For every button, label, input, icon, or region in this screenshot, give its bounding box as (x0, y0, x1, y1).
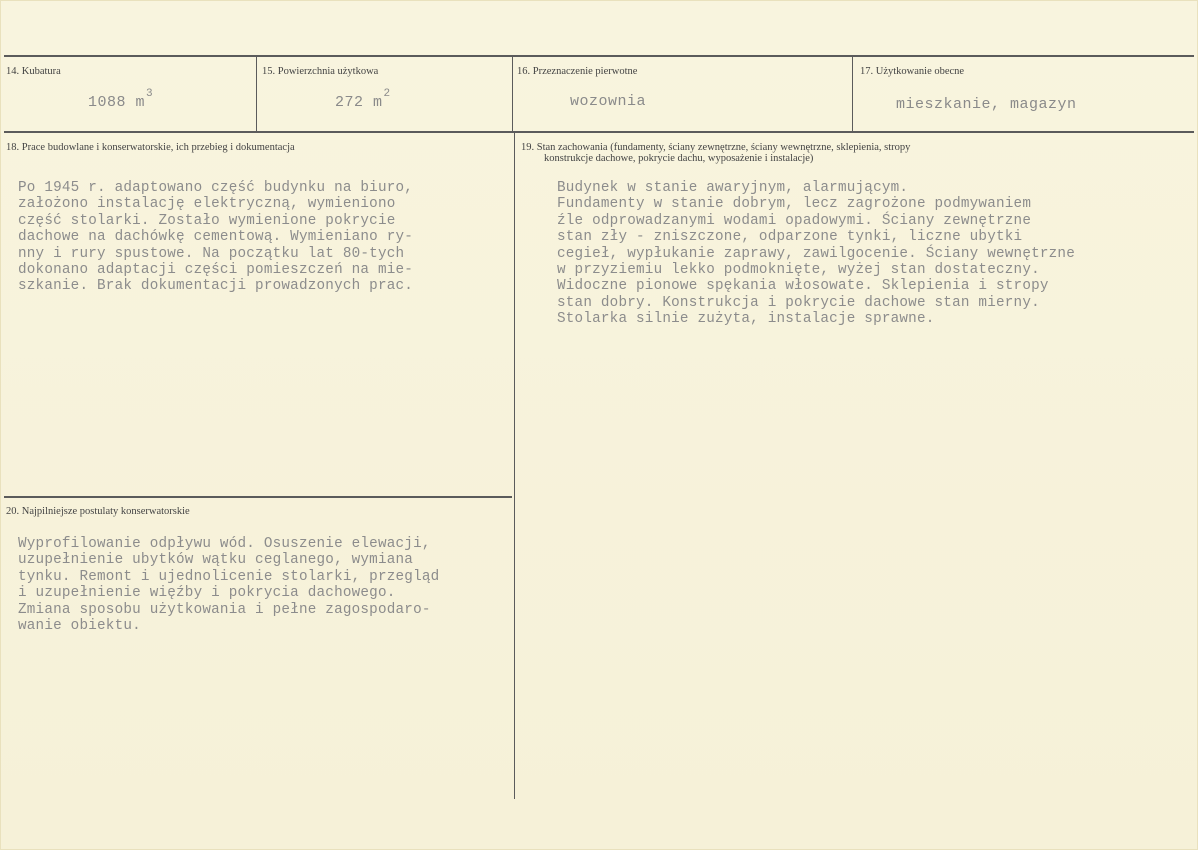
uzytkowanie-label: 17. Użytkowanie obecne (860, 66, 965, 77)
powierzchnia-value (335, 88, 391, 111)
powierzchnia-label: 15. Powierzchnia użytkowa (262, 66, 379, 77)
postulaty-label: 20. Najpilniejsze postulaty konserwatorskie (6, 506, 190, 517)
prace-line: nny i rury spustowe. Na początku lat 80-tych (18, 245, 405, 262)
stan-line: Fundamenty w stanie dobrym, lecz zagrożone podmywaniem (557, 196, 1032, 213)
stan-line: stan dobry. Konstrukcja i pokrycie dachowe stan mierny. (557, 294, 1040, 311)
kubatura-number: 1088 m (88, 94, 146, 111)
stan-line: w przyziemiu lekko podmoknięte, wyżej stan dostateczny. (557, 262, 1040, 279)
kubatura-value (88, 88, 154, 111)
prace-line: Po 1945 r. adaptowano część budynku na biuro, (18, 180, 414, 196)
postulaty-line: i uzupełnienie więźby i pokrycia dachowego. (18, 585, 396, 602)
prace-label: 18. Prace budowlane i konserwatorskie, ich przebieg i dokumentacja (6, 142, 295, 153)
divider-18-19 (514, 133, 515, 799)
stan-line: Stolarka silnie zużyta, instalacje sprawne. (557, 311, 935, 328)
prace-line: część stolarki. Zostało wymienione pokrycie (18, 212, 396, 229)
postulaty-line: Zmiana sposobu użytkowania i pełne zagospodaro- (18, 601, 431, 618)
postulaty-line: wanie obiektu. (18, 618, 141, 635)
stan-text (557, 180, 1075, 328)
postulaty-line: tynku. Remont i ujednolicenie stolarki, przegląd (18, 568, 440, 585)
prace-line: założono instalację elektryczną, wymieniono (18, 196, 396, 213)
prace-line: dokonano adaptacji części pomieszczeń na mie- (18, 262, 414, 279)
kubatura-label: 14. Kubatura (6, 66, 61, 77)
powierzchnia-exponent: 2 (383, 88, 391, 100)
uzytkowanie-value: mieszkanie, magazyn (896, 96, 1077, 113)
stan-label-line2: konstrukcje dachowe, pokrycie dachu, wyposażenie i instalacje) (544, 153, 814, 164)
stan-label-line1: 19. Stan zachowania (fundamenty, ściany zewnętrzne, ściany wewnętrzne, sklepienia, stropy (521, 142, 911, 153)
przeznaczenie-label: 16. Przeznaczenie pierwotne (517, 66, 638, 77)
stan-line: Budynek w stanie awaryjnym, alarmującym. (557, 180, 909, 196)
postulaty-text (18, 536, 439, 634)
divider-15-16 (512, 56, 513, 132)
kubatura-exponent: 3 (146, 88, 154, 100)
stan-line: Widoczne pionowe spękania włosowate. Sklepienia i stropy (557, 278, 1049, 295)
section-20-rule (4, 496, 512, 498)
stan-line: cegieł, wypłukanie zaprawy, zawilgocenie. Ściany wewnętrzne (557, 245, 1075, 262)
stan-line: stan zły - zniszczone, odparzone tynki, liczne ubytki (557, 229, 1023, 246)
stan-line: źle odprowadzanymi wodami opadowymi. Ściany zewnętrzne (557, 212, 1032, 229)
postulaty-line: uzupełnienie ubytków wątku ceglanego, wymiana (18, 552, 414, 569)
postulaty-line: Wyprofilowanie odpływu wód. Osuszenie elewacji, (18, 536, 431, 552)
divider-16-17 (852, 56, 853, 132)
divider-14-15 (256, 56, 257, 132)
przeznaczenie-value: wozownia (570, 93, 647, 110)
prace-line: szkanie. Brak dokumentacji prowadzonych prac. (18, 278, 414, 295)
prace-text (18, 180, 413, 295)
top-rule (4, 55, 1194, 57)
prace-line: dachowe na dachówkę cementową. Wymieniano ry- (18, 229, 414, 246)
mid-rule (4, 131, 1194, 133)
powierzchnia-number: 272 m (335, 94, 383, 111)
